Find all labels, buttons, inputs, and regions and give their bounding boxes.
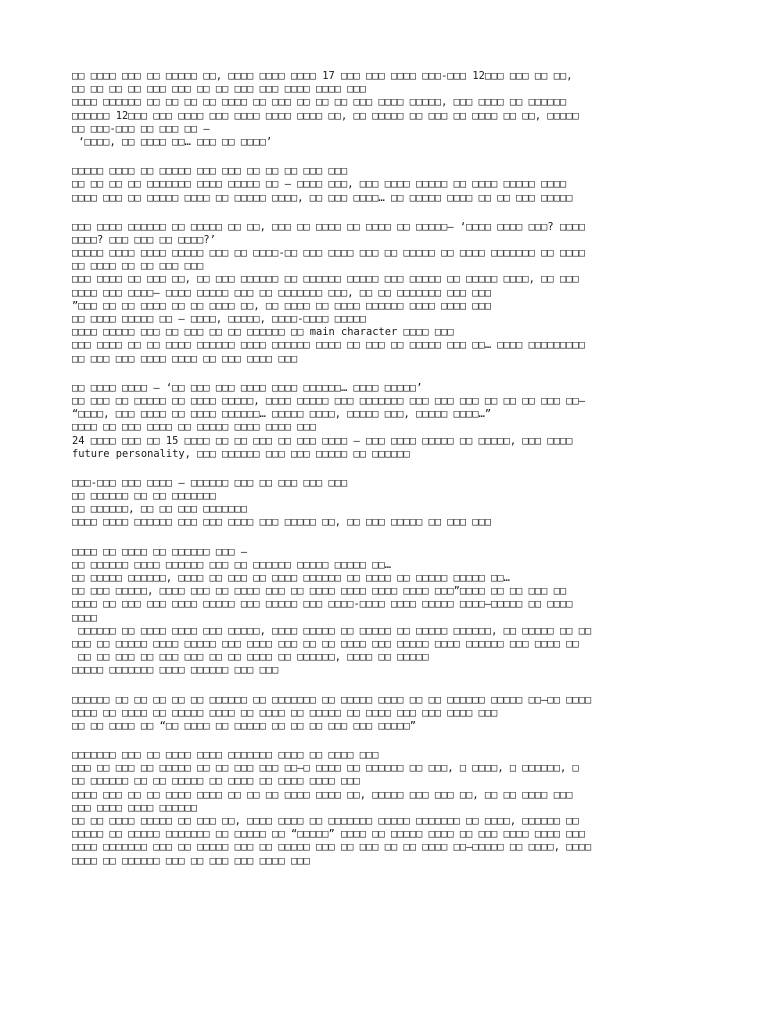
text-line: □□ □□□□ □□ □□ □□□ □□□ xyxy=(72,260,204,273)
text-line: □□□□ □□□□ □□□□□□ □□□ □□□ □□□□ □□□ □□□□□ □□, □□ □□□ □□□□□ □□ □□□ □□□ xyxy=(72,516,492,529)
text-line: □□ □□ □□□□ □□ “□□ □□□□ □□ □□□□□ □□ □□ □□ □□□ □□□ □□□□□” xyxy=(72,719,417,732)
text-line: □□ □□□□ □□□□□ □□ — □□□□, □□□□□, □□□□-□□□□ □□□□□ xyxy=(72,313,367,325)
text-line: □□□□□ □□□□ □□□□ □□□□□ □□□ □□ □□□□-□□ □□□ □□□□ □□□ □□ □□□□□ □□ □□□□ □□□□□□□ □□ □□□□ xyxy=(72,247,585,260)
paragraph xyxy=(72,749,702,868)
text-line: □□□□□ □□□□ □□ □□□□□ □□□ □□□ □□ □□ □□ □□□ □□□ xyxy=(72,165,348,178)
text-line: □□□□□ □□□□□□□ □□□□ □□□□□□ □□□ □□□ xyxy=(72,664,279,677)
text-line: ”□□□ □□ □□ □□□□ □□ □□ □□□□ □□, □□ □□□□ □□ □□□□ □□□□□□ □□□□ □□□□ □□□ xyxy=(72,299,492,312)
paragraph xyxy=(72,546,702,678)
paragraph xyxy=(72,694,702,734)
text-line: □□ □□ □□□□ □□□□□ □□ □□□ □□, □□□□ □□□□ □□ □□□□□□□ □□□□□ □□□□□□□ □□ □□□□, □□□□□□ □□ xyxy=(72,815,579,827)
text-line: □□□□ □□□ □□□□— □□□□ □□□□□ □□□ □□ □□□□□□□ □□□, □□ □□ □□□□□□□ □□□ □□□ xyxy=(72,286,492,299)
text-line: □□□□ □□□□□ □□□ □□ □□□ □□ □□ □□□□□□ □□ main character □□□□ □□□ xyxy=(72,326,454,339)
text-line: □□ □□□□ □□□ □□ □□□□□ □□, □□□□ □□□□ □□□□ 17 □□□ □□□ □□□□ □□□-□□□ 12□□□ □□□ □□ □□, xyxy=(72,70,573,82)
text-line: □□□□ □□□ □□ □□ □□□□ □□□□ □□ □□ □□ □□□□ □□□□ □□, □□□□□ □□□ □□□ □□, □□ □□ □□□□ □□□ xyxy=(72,788,573,801)
text-line: □□□□□□□ □□□ □□ □□□□ □□□□ □□□□□□□ □□□□ □□ □□□□ □□□ xyxy=(72,749,379,762)
text-line: ‘□□□□, □□ □□□□ □□… □□□ □□ □□□□’ xyxy=(72,135,273,148)
text-line: □□□□ □□ □□□□ □□ □□□□□ □□□□ □□ □□□□ □□ □□□□□ □□ □□□□ □□□ □□□ □□□□ □□□ xyxy=(72,706,498,719)
text-line: □□ □□□□□□ □□ □□ □□□□□□□ xyxy=(72,490,216,503)
text-line: □□□ □□□□ □□□□□□ □□ □□□□□ □□ □□, □□□ □□ □□□□ □□ □□□□ □□ □□□□□— ‘□□□□ □□□□ □□□? □□□□ xyxy=(72,220,585,233)
text-line: □□□□? □□□ □□□ □□ □□□□?’ xyxy=(72,233,216,246)
text-line: 24 □□□□ □□□ □□ 15 □□□□ □□ □□ □□□ □□ □□□ □□□□ — □□□ □□□□ □□□□□ □□ □□□□□, □□□ □□□□ xyxy=(72,434,573,447)
text-line: □□□□ □□ □□□□□□ □□□ □□ □□□ □□□ □□□□ □□□ xyxy=(72,854,310,867)
text-line: □□ □□ □□□ □□ □□□ □□□ □□ □□ □□□□ □□ □□□□□□, □□□□ □□ □□□□□ xyxy=(72,651,429,664)
text-line: □□□□ □□□□□□ □□ □□ □□ □□ □□□□ □□ □□□ □□ □□ □□ □□□ □□□□ □□□□□, □□□ □□□□ □□ □□□□□□ xyxy=(72,96,567,109)
text-line: □□ □□□ □□□□□, □□□□ □□□ □□ □□□□ □□□ □□ □□□□ □□□□ □□□□ □□□□ □□□”□□□□ □□ □□ □□□ □□ xyxy=(72,585,567,598)
paragraph xyxy=(72,382,702,461)
text-line: □□□□□□ 12□□□ □□□ □□□□ □□□ □□□□ □□□□ □□□□ □□, □□ □□□□□ □□ □□□ □□ □□□□ □□ □□, □□□□□ xyxy=(72,109,579,122)
text-line: □□ □□ □□ □□ □□□ □□□ □□ □□ □□□ □□□ □□□□ □□□□ □□□ xyxy=(72,83,367,96)
text-line: □□□ □□ □□□□□ □□□□ □□□□□ □□□ □□□□ □□□ □□ □□ □□□□ □□□ □□□□□ □□□□ □□□□□□ □□□ □□□□ □□ xyxy=(72,637,579,650)
text-line: future personality, □□□ □□□□□□ □□□ □□□ □□□□□ □□ □□□□□□ xyxy=(72,447,410,460)
text-line: □□ □□□□□□, □□ □□ □□□ □□□□□□□ xyxy=(72,503,248,516)
text-line: □□□□ □□□□□□□ □□□ □□ □□□□□ □□□ □□ □□□□□ □□□ □□ □□□ □□ □□ □□□□ □□—□□□□□ □□ □□□□, □□□□ xyxy=(72,841,592,854)
text-line: □□□□ □□□ □□ □□□□□ □□□□ □□ □□□□□ □□□□, □□ □□□ □□□□… □□ □□□□□ □□□□ □□ □□ □□□ □□□□□ xyxy=(72,191,573,204)
paragraph xyxy=(72,221,702,366)
text-line: □□□ □□□□ □□□□ □□□□□□ xyxy=(72,801,198,814)
text-line: □□□□ □□ □□□ □□□□ □□ □□□□□ □□□□ □□□□ □□□ xyxy=(72,421,316,434)
paragraph xyxy=(72,477,702,530)
text-line: □□ □□□□□□ □□ □□ □□□□□ □□ □□□□ □□ □□□□ □□□□ □□□ xyxy=(72,775,360,788)
text-line: □□□□ □□ □□□□ □□ □□□□□□ □□□ — xyxy=(72,545,248,558)
text-line: □□□-□□□ □□□ □□□□ — □□□□□□ □□□ □□ □□□ □□□ □□□ xyxy=(72,476,348,489)
text-line: □□□□□ □□ □□□□□ □□□□□□□ □□ □□□□□ □□ “□□□□□” □□□□ □□ □□□□□ □□□□ □□ □□□ □□□□ □□□□ □□□ xyxy=(72,828,585,841)
text-line: □□ □□□□□ □□□□□□, □□□□ □□ □□□ □□ □□□□ □□□□□□ □□ □□□□ □□ □□□□□ □□□□□ □□… xyxy=(72,572,510,584)
text-line: □□ □□ □□ □□ □□□□□□□ □□□□ □□□□□ □□ — □□□□ □□□, □□□ □□□□ □□□□□ □□ □□□□ □□□□□ □□□□ xyxy=(72,178,567,191)
text-line: □□□ □□□□ □□ □□ □□□□ □□□□□□ □□□□ □□□□□□ □□□□ □□ □□□ □□ □□□□□ □□□ □□… □□□□ □□□□□□□□□ xyxy=(72,339,585,352)
text-line: □□□ □□□□ □□ □□□ □□, □□ □□□ □□□□□□ □□ □□□□□□ □□□□□ □□□ □□□□□ □□ □□□□□ □□□□, □□ □□□ xyxy=(72,273,579,286)
document-body xyxy=(72,70,702,884)
text-line: □□ □□□□□□ □□□□ □□□□□□ □□□ □□ □□□□□□ □□□□□ □□□□□ □□… xyxy=(72,558,392,571)
text-line: □□□ □□ □□□ □□ □□□□□ □□ □□ □□□ □□□ □□—□ □□□□ □□ □□□□□□ □□ □□□, □ □□□□, □ □□□□□□, □ xyxy=(72,762,579,775)
text-line: “□□□□, □□□ □□□□ □□ □□□□ □□□□□□… □□□□□ □□□□, □□□□□ □□□, □□□□□ □□□□…” xyxy=(72,408,492,421)
paragraph xyxy=(72,70,702,149)
text-line: □□□□□□ □□ □□□□ □□□□ □□□ □□□□□, □□□□ □□□□□ □□ □□□□□ □□ □□□□□ □□□□□□, □□ □□□□□ □□ □□ xyxy=(72,624,592,637)
text-line: □□ □□□ □□□ □□□□ □□□□ □□ □□□ □□□□ □□□ xyxy=(72,352,298,365)
text-line: □□ □□□□ □□□□ — ‘□□ □□□ □□□ □□□□ □□□□ □□□□□□… □□□□ □□□□□’ xyxy=(72,381,423,394)
text-line: □□□□ xyxy=(72,611,98,624)
text-line: □□□□□□ □□ □□ □□ □□ □□ □□□□□□ □□ □□□□□□□ □□ □□□□□ □□□□ □□ □□ □□□□□□ □□□□□ □□—□□ □□□□ xyxy=(72,693,592,706)
text-line: □□□□ □□ □□□ □□□ □□□□ □□□□□ □□□ □□□□□ □□□ □□□□-□□□□ □□□□ □□□□□ □□□□—□□□□□ □□ □□□□ xyxy=(72,598,573,611)
text-line: □□ □□□-□□□ □□ □□□ □□ — xyxy=(72,122,210,135)
paragraph xyxy=(72,165,702,205)
text-line: □□ □□□ □□ □□□□□ □□ □□□□ □□□□□, □□□□ □□□□□ □□□ □□□□□□□ □□□ □□□ □□□ □□ □□ □□ □□□ □□— xyxy=(72,394,585,407)
